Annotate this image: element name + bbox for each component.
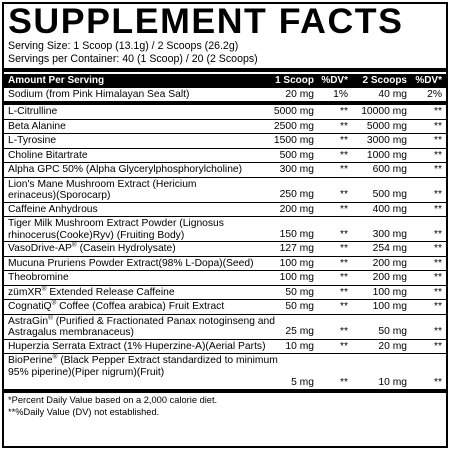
row-dv-2: ** (433, 257, 442, 269)
row-amount-2: 50 mg (378, 326, 407, 337)
row-amount-1: 200 mg (279, 203, 314, 215)
row-amount-1: 50 mg (285, 301, 314, 312)
row-name (8, 243, 280, 255)
row-dv-2: ** (433, 301, 442, 312)
row-name: Sodium (from Pink Himalayan Sea Salt) (8, 89, 190, 100)
row-dv-2: ** (433, 164, 442, 175)
row-dv-2: ** (433, 228, 442, 240)
servings-per-container: Servings per Container: 40 (1 Scoop) / 20 (2 Scoops) (8, 53, 258, 65)
row-dv-2: ** (433, 106, 442, 117)
row-amount-2: 400 mg (372, 203, 407, 215)
row-name: Caffeine Anhydrous (8, 203, 98, 215)
row-name: Theobromine (8, 272, 69, 283)
row-name-rest: (Purified & Fractionated Panax notoginseng and Astragalus membranaceus) (8, 315, 275, 338)
row-amount-1: 150 mg (279, 228, 314, 240)
table-row (4, 217, 446, 242)
table-row (4, 354, 446, 393)
label-title: SUPPLEMENT FACTS (8, 2, 404, 41)
row-dv-1: ** (339, 120, 348, 132)
row-name: Huperzia Serrata Extract (1% Huperzine-A)(Aerial Parts) (8, 340, 266, 352)
row-dv-1: ** (339, 340, 348, 352)
table-row (4, 163, 446, 178)
row-amount-2: 10000 mg (361, 106, 407, 117)
row-dv-2: ** (433, 149, 442, 161)
row-amount-2: 10 mg (378, 376, 407, 388)
table-row (4, 134, 446, 149)
table-row (4, 300, 446, 315)
table-row (4, 242, 446, 257)
row-name-rest: Extended Release Caffeine (46, 286, 175, 298)
table-row (4, 178, 446, 203)
row-amount-2: 3000 mg (366, 135, 407, 146)
header-amount: Amount Per Serving (8, 75, 105, 86)
row-amount-1: 2500 mg (273, 120, 314, 132)
thick-divider (4, 68, 446, 72)
row-amount-2: 600 mg (372, 164, 407, 175)
table-row (4, 257, 446, 272)
table-row (4, 149, 446, 164)
table-row (4, 340, 446, 355)
row-name: Beta Alanine (8, 120, 66, 132)
serving-size: Serving Size: 1 Scoop (13.1g) / 2 Scoops (26.2g) (8, 40, 239, 52)
table-row (4, 105, 446, 120)
row-dv-1: ** (339, 272, 348, 283)
row-name: L-Citrulline (8, 106, 58, 117)
row-dv-2: ** (433, 203, 442, 215)
row-dv-2: ** (433, 376, 442, 388)
row-dv-2: ** (433, 326, 442, 337)
registered-mark: ® (48, 314, 53, 322)
registered-mark: ® (41, 285, 47, 293)
row-amount-1: 100 mg (279, 272, 314, 283)
row-dv-1: ** (339, 135, 348, 146)
table-header (4, 74, 446, 88)
row-dv-2: ** (433, 272, 442, 283)
row-dv-1: ** (339, 257, 348, 269)
row-amount-1: 100 mg (279, 257, 314, 269)
row-amount-2: 100 mg (372, 301, 407, 312)
row-dv-1: ** (339, 243, 348, 254)
row-name-main: VasoDrive-AP (8, 243, 72, 254)
row-dv-1: ** (339, 189, 348, 200)
footnotes (4, 393, 446, 418)
row-dv-2: ** (433, 120, 442, 132)
row-dv-1: ** (339, 286, 348, 298)
row-amount-1: 127 mg (279, 243, 314, 254)
row-name: Tiger Milk Mushroom Extract Powder (Lignosus rhinocerus(Cooke)Ryv) (Fruiting Body) (8, 218, 224, 241)
row-amount-1: 25 mg (285, 326, 314, 337)
row-dv-1: ** (339, 228, 348, 240)
row-dv-2: ** (433, 135, 442, 146)
row-amount-1: 250 mg (279, 189, 314, 200)
registered-mark: ® (51, 299, 57, 307)
row-dv-2: 2% (427, 88, 442, 100)
row-amount-1: 500 mg (279, 149, 314, 161)
row-dv-1: ** (339, 301, 348, 312)
row-dv-1: ** (339, 106, 348, 117)
table-row (4, 203, 446, 218)
registered-mark: ® (52, 353, 58, 361)
footnote-not-established: **%Daily Value (DV) not established. (8, 406, 160, 417)
registered-mark: ® (71, 241, 77, 249)
row-dv-2: ** (433, 286, 442, 298)
header-dv1: %DV* (321, 75, 348, 86)
row-name-main: AstraGin (8, 315, 49, 327)
row-amount-2: 1000 mg (366, 149, 407, 161)
row-amount-2: 200 mg (372, 257, 407, 269)
row-dv-1: 1% (333, 88, 348, 100)
row-name-rest: (Casein Hydrolysate) (76, 243, 176, 254)
row-dv-1: ** (339, 376, 348, 388)
row-name-rest: (Black Pepper Extract standardized to minimum 95% piperine)(Piper nigrum)(Fruit) (8, 355, 278, 378)
row-amount-1: 5000 mg (273, 106, 314, 117)
row-name: Alpha GPC 50% (Alpha Glycerylphosphorylcholine) (8, 164, 243, 175)
header-scoop1: 1 Scoop (275, 75, 314, 86)
row-name (8, 355, 283, 378)
header-dv2: %DV* (415, 75, 442, 86)
row-name-main: BioPerine (8, 355, 53, 366)
row-amount-2: 500 mg (372, 189, 407, 200)
row-name (8, 301, 280, 313)
row-dv-2: ** (433, 340, 442, 352)
row-amount-2: 20 mg (378, 340, 407, 352)
row-name-rest: Coffee (Coffea arabica) Fruit Extract (56, 301, 225, 312)
row-amount-2: 5000 mg (366, 120, 407, 132)
footnote-dv: *Percent Daily Value based on a 2,000 calorie diet. (8, 395, 218, 405)
row-name (8, 287, 280, 299)
row-amount-1: 20 mg (285, 88, 314, 100)
row-name-main: zümXR (8, 286, 42, 298)
sodium-row (4, 88, 446, 105)
row-name: Mucuna Pruriens Powder Extract(98% L-Dopa)(Seed) (8, 257, 254, 269)
row-name: Lion's Mane Mushroom Extract (Hericium erinaceus)(Sporocarp) (8, 178, 197, 201)
row-amount-2: 254 mg (372, 243, 407, 254)
row-name: Choline Bitartrate (8, 149, 88, 161)
row-dv-1: ** (339, 326, 348, 337)
row-amount-1: 1500 mg (273, 135, 314, 146)
row-amount-1: 300 mg (279, 164, 314, 175)
row-amount-1: 50 mg (285, 286, 314, 298)
row-amount-2: 200 mg (372, 272, 407, 283)
row-name-main: CognatiQ (8, 301, 52, 312)
header-scoop2: 2 Scoops (362, 75, 407, 86)
table-row (4, 271, 446, 286)
table-row (4, 315, 446, 340)
supplement-facts-label (2, 2, 448, 448)
row-amount-2: 300 mg (372, 228, 407, 240)
row-amount-1: 10 mg (285, 340, 314, 352)
row-name: L-Tyrosine (8, 135, 57, 146)
row-amount-2: 100 mg (372, 286, 407, 298)
row-amount-1: 5 mg (291, 376, 314, 388)
row-name (8, 316, 283, 339)
row-dv-1: ** (339, 149, 348, 161)
row-amount-2: 40 mg (378, 88, 407, 100)
row-dv-1: ** (339, 164, 348, 175)
row-dv-2: ** (433, 189, 442, 200)
row-dv-2: ** (433, 243, 442, 254)
row-dv-1: ** (339, 203, 348, 215)
table-row (4, 120, 446, 135)
table-row (4, 286, 446, 301)
